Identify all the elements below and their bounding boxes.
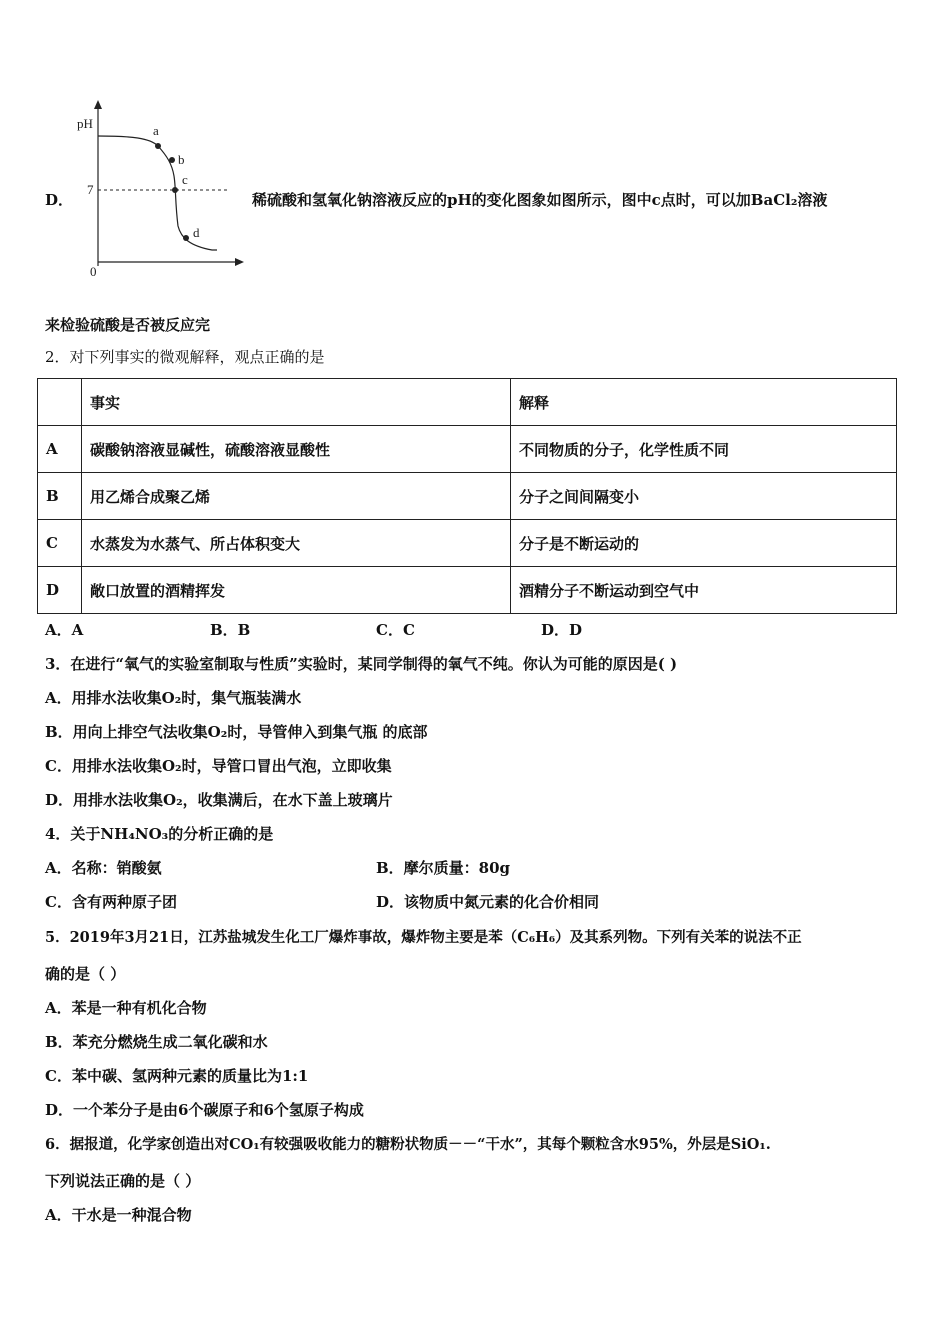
header-cell-blank [38,379,82,426]
y-axis-arrow [94,100,102,109]
q2-option-c: C．C [376,621,415,639]
q4-stem: 4．关于NH₄NO₃的分析正确的是 [45,825,274,843]
row-explanation: 酒精分子不断运动到空气中 [511,567,897,614]
table-row [38,426,897,473]
q6-stem-line2: 下列说法正确的是（ ） [45,1172,201,1190]
row-explanation: 不同物质的分子，化学性质不同 [511,426,897,473]
q5-option-b: B．苯充分燃烧生成二氧化碳和水 [45,1033,268,1051]
q3-option-d: D．用排水法收集O₂，收集满后，在水下盖上玻璃片 [45,791,393,809]
row-label: D [38,567,82,614]
q4-option-d: D．该物质中氮元素的化合价相同 [376,893,600,911]
q5-stem-line2: 确的是（ ） [45,965,126,983]
origin-label: 0 [90,264,97,279]
option-d-label: D． [45,191,74,209]
y-tick-7: 7 [87,182,94,197]
q4-option-a: A．名称：销酸氨 [45,859,162,877]
q2-table [37,378,897,614]
header-cell-explanation: 解释 [511,379,897,426]
table-row [38,473,897,520]
option-d-text-line2: 来检验硫酸是否被反应完 [45,316,211,334]
q2-option-d: D．D [541,621,583,639]
point-c-label: c [182,172,188,187]
row-explanation: 分子之间间隔变小 [511,473,897,520]
q2-stem: 2．对下列事实的微观解释，观点正确的是 [45,348,325,366]
row-label: C [38,520,82,567]
row-label: B [38,473,82,520]
q4-option-c: C．含有两种原子团 [45,893,177,911]
point-a-label: a [153,123,159,138]
q2-option-a: A．A [45,621,84,639]
option-d-text-line1: 稀硫酸和氢氧化钠溶液反应的pH的变化图象如图所示，图中c点时，可以加BaCl₂溶液 [252,191,828,209]
q3-option-c: C．用排水法收集O₂时，导管口冒出气泡，立即收集 [45,757,392,775]
point-a [155,143,161,149]
point-d-label: d [193,225,200,240]
y-axis-label: pH [77,116,93,131]
ph-chart [72,98,250,283]
point-d [183,235,189,241]
q3-stem: 3．在进行“氧气的实验室制取与性质”实验时，某同学制得的氧气不纯。你认为可能的原因是( ) [45,655,678,673]
x-axis-arrow [235,258,244,266]
row-fact: 敞口放置的酒精挥发 [82,567,511,614]
q3-option-a: A．用排水法收集O₂时，集气瓶装满水 [45,689,302,707]
q6-option-a: A．干水是一种混合物 [45,1206,192,1224]
q5-option-c: C．苯中碳、氢两种元素的质量比为1:1 [45,1067,309,1085]
row-fact: 用乙烯合成聚乙烯 [82,473,511,520]
q5-option-d: D．一个苯分子是由6个碳原子和6个氢原子构成 [45,1101,364,1119]
q3-option-b: B．用向上排空气法收集O₂时，导管伸入到集气瓶 的底部 [45,723,428,741]
q5-option-a: A．苯是一种有机化合物 [45,999,207,1017]
header-cell-fact: 事实 [82,379,511,426]
table-row [38,520,897,567]
point-b [169,157,175,163]
q6-stem-line1: 6．据报道，化学家创造出对CO₁有较强吸收能力的糖粉状物质－－“干水”，其每个颗粒含水95%，外层是SiO₁. [45,1136,771,1153]
table-header-row [38,379,897,426]
point-c [172,187,178,193]
point-b-label: b [178,152,185,167]
row-fact: 碳酸钠溶液显碱性，硫酸溶液显酸性 [82,426,511,473]
row-explanation: 分子是不断运动的 [511,520,897,567]
q5-stem-line1: 5．2019年3月21日，江苏盐城发生化工厂爆炸事故，爆炸物主要是苯（C₆H₆）及其系列物。下列有关苯的说法不正 [45,929,802,946]
table-row [38,567,897,614]
q2-option-b: B．B [210,621,251,639]
row-fact: 水蒸发为水蒸气、所占体积变大 [82,520,511,567]
q4-option-b: B．摩尔质量：80g [376,859,511,877]
row-label: A [38,426,82,473]
